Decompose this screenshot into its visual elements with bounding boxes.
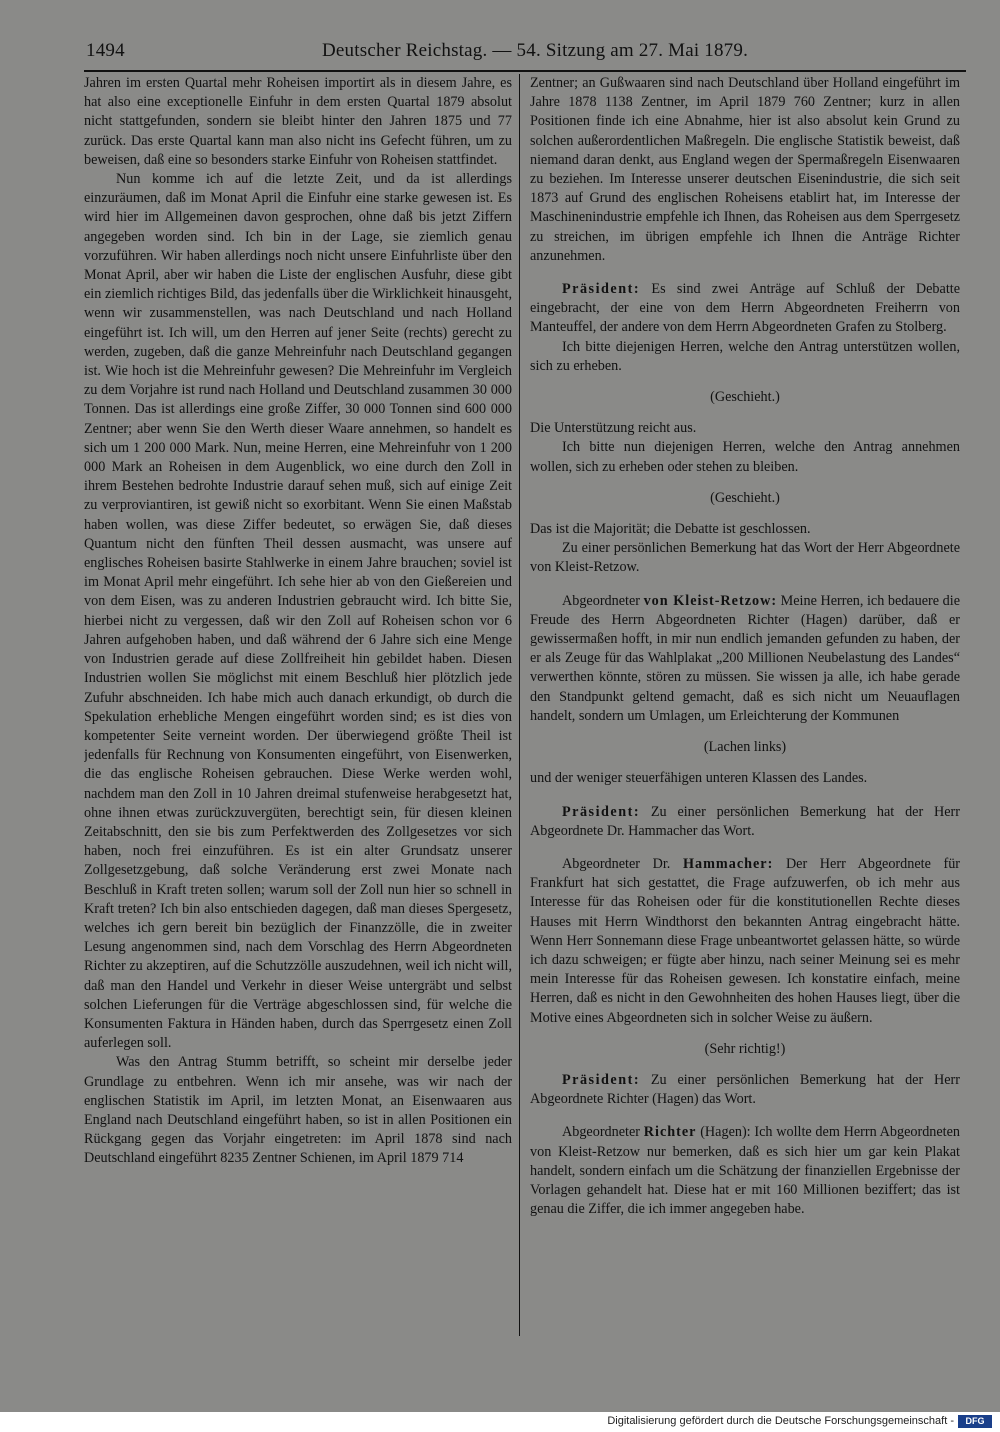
- speech-hammacher: [530, 855, 960, 1028]
- speech-text: Meine Herren, ich bedauere die Freude des Herrn Abgeordneten Richter (Hagen) darüber, daß er gewissermaßen hofft, in mir nun endlich jemanden gefunden zu haben, der er als Zeuge für das Wahlplakat „200 Millionen Neubelastung des Landes“ verwerthen könnte, stören zu müssen. Sie wissen ja alle, ich habe gerade den Standpunkt geltend gemacht, daß es sich nicht um Neuauflagen handelt, sondern um Umlagen, um Erleichterung der Kommunen: [530, 592, 960, 724]
- right-paragraph-5: Ich bitte nun diejenigen Herren, welche den Antrag annehmen wollen, sich zu erheben oder stehen zu bleiben.: [530, 439, 960, 475]
- right-paragraph-1: Zentner; an Gußwaaren sind nach Deutschland über Holland eingeführt im Jahre 1878 1138 Zentner, im April 1879 760 Zentner; kurz in allen Positionen finde ich eine Abnahme, hier ist also absolut kein Grund zu solchen außerordentlichen Maßregeln. Die englische Statistik beweist, daß niemand daran denkt, aus England wegen der Spermaßregeln Eisenwaaren zu beziehen. Im Interesse unserer deutschen Eisenindustrie, die sich seit 1873 auf Grund des englischen Roheisens etablirt hat, im Interesse der Maschinenindustrie empfehle ich Ihnen, das Roheisen aus dem Sperrgesetz zu streichen, im übrigen empfehle ich Ihnen die Anträge Richter anzunehmen.: [530, 75, 960, 264]
- stage-direction-3: (Lachen links): [703, 739, 787, 756]
- speech-kleist-retzow: [530, 592, 960, 726]
- right-paragraph-3: Ich bitte diejenigen Herren, welche den Antrag unterstützen wollen, sich zu erheben.: [530, 338, 960, 374]
- speaker-name: Hammacher:: [682, 855, 774, 872]
- speaker-prefix: Abgeordneter: [562, 592, 640, 609]
- speech-text: (Hagen): Ich wollte dem Herrn Abgeordneten von Kleist-Retzow nur bemerken, daß es sich hier um gar kein Plakat handelt, sondern einfach um die Schätzung der finanziellen Ergebnisse der Vorlagen gehandelt hat. Diese hat er mit 160 Millionen beziffert; das ist genau die Ziffer, die ich immer angegeben habe.: [530, 1124, 960, 1218]
- stage-direction-4: (Sehr richtig!): [704, 1040, 786, 1057]
- page-number: 1494: [86, 40, 125, 61]
- left-paragraph-1: Jahren im ersten Quartal mehr Roheisen importirt als in diesem Jahre, es hat also eine exceptionelle Einfuhr in dem ersten Quartal 1879 absolut nicht stattgefunden, sondern sie bleibt hinter den Jahren 1875 und 77 zurück. Das erste Quartal kann man also nicht ins Gefecht führen, um zu beweisen, daß eine so besonders starke Einfuhr von Roheisen stattfindet.: [84, 75, 512, 168]
- column-divider: [519, 74, 520, 1336]
- remark-text: Es sind zwei Anträge auf Schluß der Debatte eingebracht, der eine von dem Herrn Abgeordneten Freiherrn von Manteuffel, der andere von dem Herrn Abgeordneten Grafen zu Stolberg.: [530, 281, 960, 336]
- left-paragraph-2: Nun komme ich auf die letzte Zeit, und da ist allerdings einzuräumen, daß im Monat April die Einfuhr eine starke gewesen ist. Es wird hier im Allgemeinen davon gesprochen, ohne daß bis jetzt Ziffern angegeben worden sind. Ich bin in der Lage, sie ziemlich genau vorzuführen. Wir haben allerdings noch nicht unsere Einfuhrliste über den Monat April, aber wir haben die Liste der englischen Ausfuhr, diese gibt ein ziemlich richtiges Bild, das jedenfalls über die Wirklichkeit hinausgeht, wenn wir zusammenstellen, was nach Deutschland und nach Holland eingeführt ist. Ich will, um den Herren auf jener Seite (rechts) gerecht zu werden, zugeben, daß die ganze Mehreinfuhr nach Deutschland gegangen ist. Wie hoch ist die Mehreinfuhr gewesen? Die Mehreinfuhr im Vergleich zu dem Vorjahre ist rund nach Holland und Deutschland zusammen 30 000 Tonnen. Das ist allerdings eine große Ziffer, 30 000 Tonnen sind 600 000 Zentner; aber wenn Sie den Werth dieser Waare annehmen, so handelt es sich um 1 200 000 Mark. Nun, meine Herren, eine Mehreinfuhr von 1 200 000 Mark an Roheisen in dem Augenblick, wo eine durch den Zoll in ihrem Bestehen bedrohte Industrie darauf sehen muß, sich auf einige Zeit zu verproviantiren, ist gewiß nicht so exorbitant. Wenn Sie einen Maßstab haben wollen, was diese Ziffer bedeutet, so erwägen Sie, daß dieses Quantum nicht den fünften Theil dessen ausmacht, was unsere auf englisches Roheisen basirte Stahlwerke in einem Jahre brauchen; soviel ist im Monat April mehr eingeführt. Ich sehe hier ab von den Gießereien und von dem Eisen, was zu anderen Industrien gebraucht wird. Ich bitte Sie, hierbei nicht zu vergessen, daß wir den Zoll auf Roheisen schon vor 6 Jahren aufgehoben haben, und daß während der 6 Jahre sich eine Menge von Industrien gerade auf diese Zollfreiheit hin gebildet haben. Diesen Industrien wollen Sie möglichst mit einem Beschluß hier plötzlich jede Zufuhr abschneiden. Ich habe mich auch danach erkundigt, ob durch die Spekulation erhebliche Mengen eingeführt worden sind; es ist dies von kompetenter Seite verneint worden. Der überwiegend größte Theil ist jedenfalls für Rechnung von Konsumenten eingeführt, von Eisenwerken, die das englische Roheisen gebrauchen. Diese Werke werden wohl, nachdem man den Zoll in 10 Jahren dreimal stufenweise herabgesetzt hat, ohne ihnen etwas zurückzuvergüten, berechtigt sein, für diesen kleinen Zeitabschnitt, den sie bis zum Perfektwerden des Zollgesetzes vor sich haben, noch frei einzuführen. Es ist ein alter Grundsatz unserer Zollgesetzgebung, daß solche Veränderung erst zwei Monate nach Beschluß in Kraft treten sollen; warum soll der Zoll nun hier so schnell in Kraft treten? Ich bin also entschieden dagegen, daß man dieses Spergesetz, welches ich gern bereit bin bezüglich der Finanzzölle, die in zweiter Lesung angenommen sind, nach dem Vorschlag des Herrn Abgeordneten Richter zu akzeptiren, auf die Schutzzölle auszudehnen, weil ich nicht will, daß man den Handel und Verkehr in dieser Weise untergräbt und selbst solchen Lieferungen für die Verträge abgeschlossen sind, für welche die Konsumenten Faktura in Händen haben, durch das Sperrgesetz einen Zoll auferlegen soll.: [84, 171, 512, 1052]
- right-paragraph-9: und der weniger steuerfähigen unteren Klassen des Landes.: [530, 770, 868, 787]
- right-paragraph-4: Die Unterstützung reicht aus.: [530, 420, 697, 437]
- speaker-label: Präsident:: [562, 803, 641, 820]
- speaker-prefix: Abgeordneter Dr.: [562, 855, 671, 872]
- president-remark-3: [530, 1071, 960, 1109]
- president-remark-2: [530, 803, 960, 841]
- remark-text: Zu einer persönlichen Bemerkung hat der Herr Abgeordnete Richter (Hagen) das Wort.: [530, 1071, 960, 1108]
- speaker-label: Präsident:: [562, 281, 641, 298]
- speaker-name: von Kleist-Retzow:: [643, 592, 778, 609]
- speaker-prefix: Abgeordneter: [562, 1124, 640, 1141]
- speech-richter: [530, 1123, 960, 1219]
- right-column: [530, 74, 960, 1344]
- left-column: [84, 74, 512, 1344]
- header-rule: [84, 70, 966, 72]
- speech-text: Der Herr Abgeordnete für Frankfurt hat sich gestattet, die Frage aufzuwerfen, ob ich mehr aus Interesse für das Roheisen oder für die konstitutionellen Rechte dieses Hauses mit Herrn Windthorst den bekannten Antrag eingebracht hätte. Wenn Herr Sonnemann diese Frage unbeantwortet gelassen hätte, so würde ich dazu schweigen; er fügte aber hinzu, nach seiner Meinung sei es mehr mein Interesse für das Roheisen gewesen. Ich konstatire einfach, meine Herren, daß es nicht in den Gewohnheiten des hohen Hauses liegt, über die Motive eines Abgeordneten sich in solcher Weise zu äußern.: [530, 855, 960, 1026]
- president-remark-1: [530, 280, 960, 338]
- dfg-logo: DFG: [958, 1415, 992, 1428]
- running-title: Deutscher Reichstag. — 54. Sitzung am 27. Mai 1879.: [322, 40, 749, 61]
- speaker-label: Präsident:: [562, 1071, 641, 1088]
- funding-note: Digitalisierung gefördert durch die Deutsche Forschungsgemeinschaft -: [607, 1415, 954, 1427]
- remark-text: Zu einer persönlichen Bemerkung hat der Herr Abgeordnete Dr. Hammacher das Wort.: [530, 803, 960, 839]
- speaker-name: Richter: [643, 1124, 697, 1141]
- stage-direction-2: (Geschieht.): [710, 489, 780, 506]
- stage-direction-1: (Geschieht.): [710, 389, 780, 406]
- right-paragraph-7: Zu einer persönlichen Bemerkung hat das Wort der Herr Abgeordnete von Kleist-Retzow.: [530, 540, 960, 576]
- left-paragraph-3: Was den Antrag Stumm betrifft, so scheint mir derselbe jeder Grundlage zu entbehren. Wenn ich mir ansehe, was wir nach der englischen Statistik im April, im letzten Monat, an Eisenwaaren aus England nach Deutschland eingeführt haben, so ist in allen Positionen ein Rückgang gegen das Vorjahr eingetreten: im April 1878 sind nach Deutschland eingeführt 8235 Zentner Schienen, im April 1879 714: [84, 1054, 512, 1167]
- page-header: [86, 38, 966, 66]
- right-paragraph-6: Das ist die Majorität; die Debatte ist geschlossen.: [530, 521, 811, 538]
- footer-bar: [0, 1412, 1000, 1432]
